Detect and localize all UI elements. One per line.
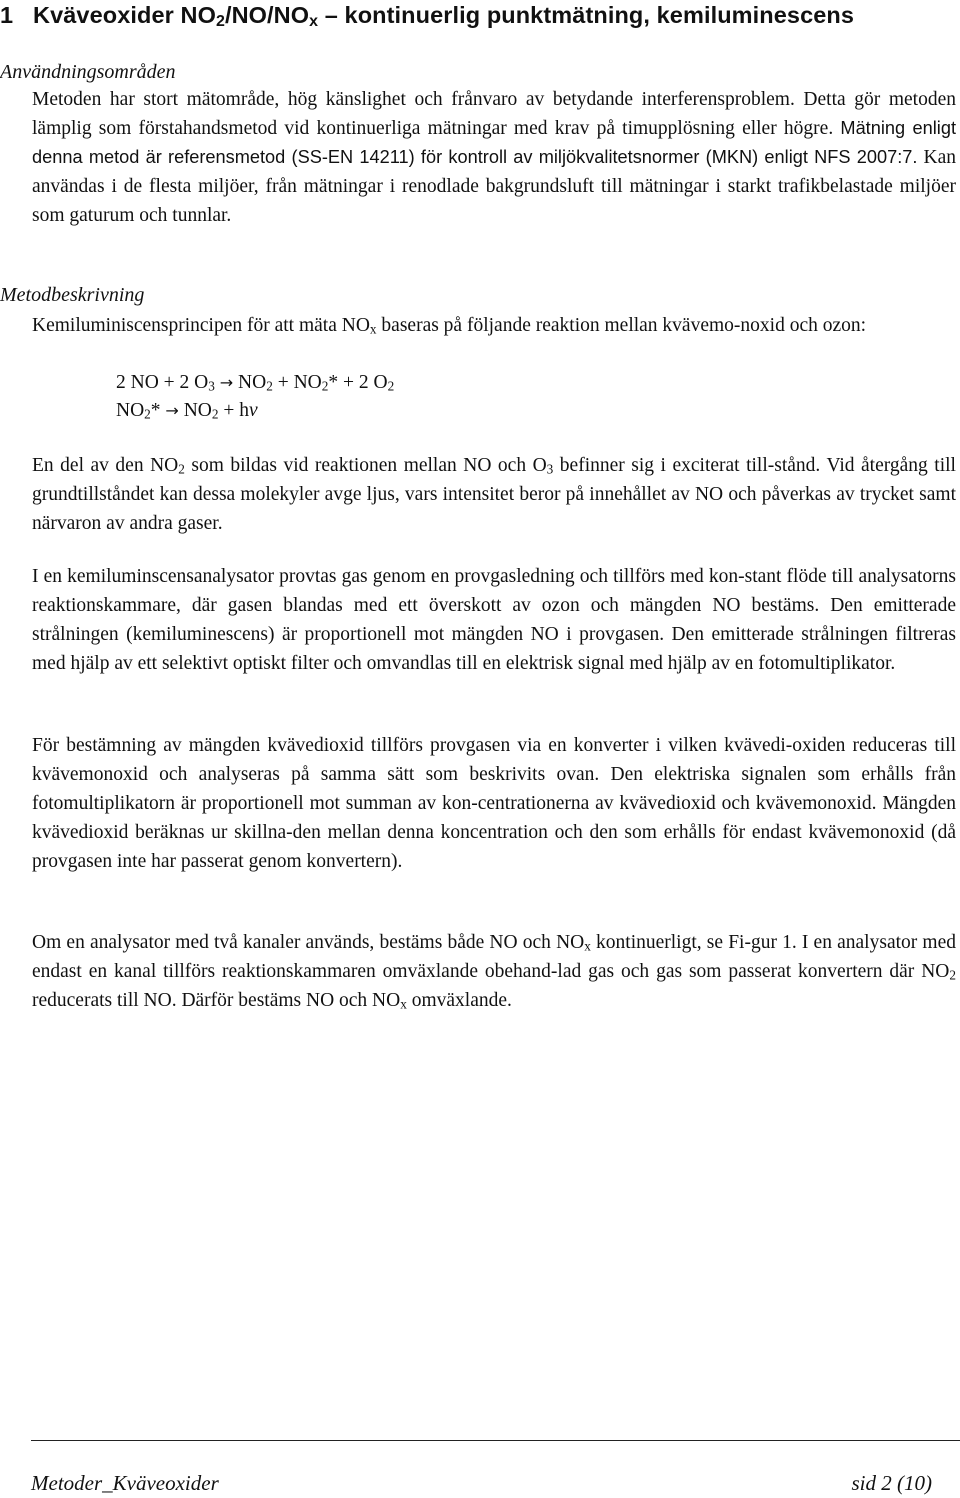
paragraph-converter: För bestämning av mängden kvävedioxid tillförs provgasen via en konverter i vilken kvävedi-oxiden reduceras till kvävemonoxid och analyseras på samma sätt som beskrivits ovan. Den elektriska signalen som erhålls från fotomultiplikatorn är proportionell mot summan av kon-centrationerna av kvävedioxid och kvävemonoxid. Mängden kvävedioxid beräknas ur skillna-den mellan denna koncentration och den som erhålls för endast kvävemonoxid (då provgasen inte har passerat genom konvertern). (32, 735, 956, 872)
reaction-arrow-icon: → (165, 401, 179, 420)
page-title: 1 Kväveoxider $NO_2/NO/NO_x$ – kontinuerlig punktmätning, kemiluminescens (0, 2, 855, 30)
paragraph-applications: Metoden har stort mätområde, hög känslighet och frånvaro av betydande interferensproblem. Detta gör metoden lämplig som förstahandsmetod vid kontinuerliga mätningar med krav på timupplösning eller högre. Mätning enligt denna metod är referensmetod (SS-EN 14211) för kontroll av miljökvalitetsnormer (MKN) enligt NFS 2007:7. Kan användas i de flesta miljöer, från mätningar i renodlade bakgrundsluft till mätningar i starkt trafikbelastade miljöer som gaturum och tunnlar. (32, 89, 956, 226)
footer-page-number: sid 2 (10) (851, 1471, 932, 1495)
paragraph-excited-state: En del av den $NO_2$ som bildas vid reaktionen mellan NO och $O_3$ befinner sig i exciterat till-stånd. Vid återgång till grundtillståndet kan dessa molekyler avge ljus, vars intensitet beror på innehållet av NO och påverkas av trycket samt närvaron av andra gaser. (32, 455, 956, 534)
heading-applications: Användningsområden (0, 61, 176, 83)
section-number: 1 (0, 2, 14, 28)
heading-method-description: Metodbeskrivning (0, 284, 145, 306)
footer-document-name: Metoder_Kväveoxider (31, 1471, 219, 1495)
equation-2: $NO_2* \to NO_2 + h\nu$ (116, 400, 258, 422)
reaction-arrow-icon: → (219, 373, 234, 392)
paragraph-channels: Om en analysator med två kanaler används, bestäms både NO och $NO_x$ kontinuerligt, se Fi-gur 1. I en analysator med endast en kanal tillförs reaktionskammaren omväxlande obehand-lad gas och gas som passerat konvertern där $NO_2$ reducerats till NO. Därför bestäms NO och $NO_x$ omväxlande. (32, 932, 956, 1012)
footer-divider (31, 1440, 960, 1441)
paragraph-method-intro: Kemiluminiscensprincipen för att mäta $NO_x$ baseras på följande reaktion mellan kvävemo-noxid och ozon: (32, 315, 867, 337)
paragraph-analyzer: I en kemiluminscensanalysator provtas gas genom en provgasledning och tillförs med kon-stant flöde till analysatorns reaktionskammare, där gasen blandas med ett överskott av ozon och mängden NO bestäms. Den emitterade strålningen (kemiluminescens) är proportionell mot mängden NO i provgasen. Den emitterade strålningen filtreras med hjälp av ett selektivt optiskt filter och omvandlas till en elektrisk signal med hjälp av en fotomultiplikator. (32, 566, 956, 674)
reference-method-text: Mätning enligt denna metod är referensmetod (SS-EN 14211) för kontroll av miljökvalitetsnormer (MKN) enligt NFS 2007:7. (32, 118, 956, 167)
equation-1: 2 NO + 2 $O_3 \to NO_2 + NO_2* + 2$ $O_2$ (116, 372, 395, 394)
